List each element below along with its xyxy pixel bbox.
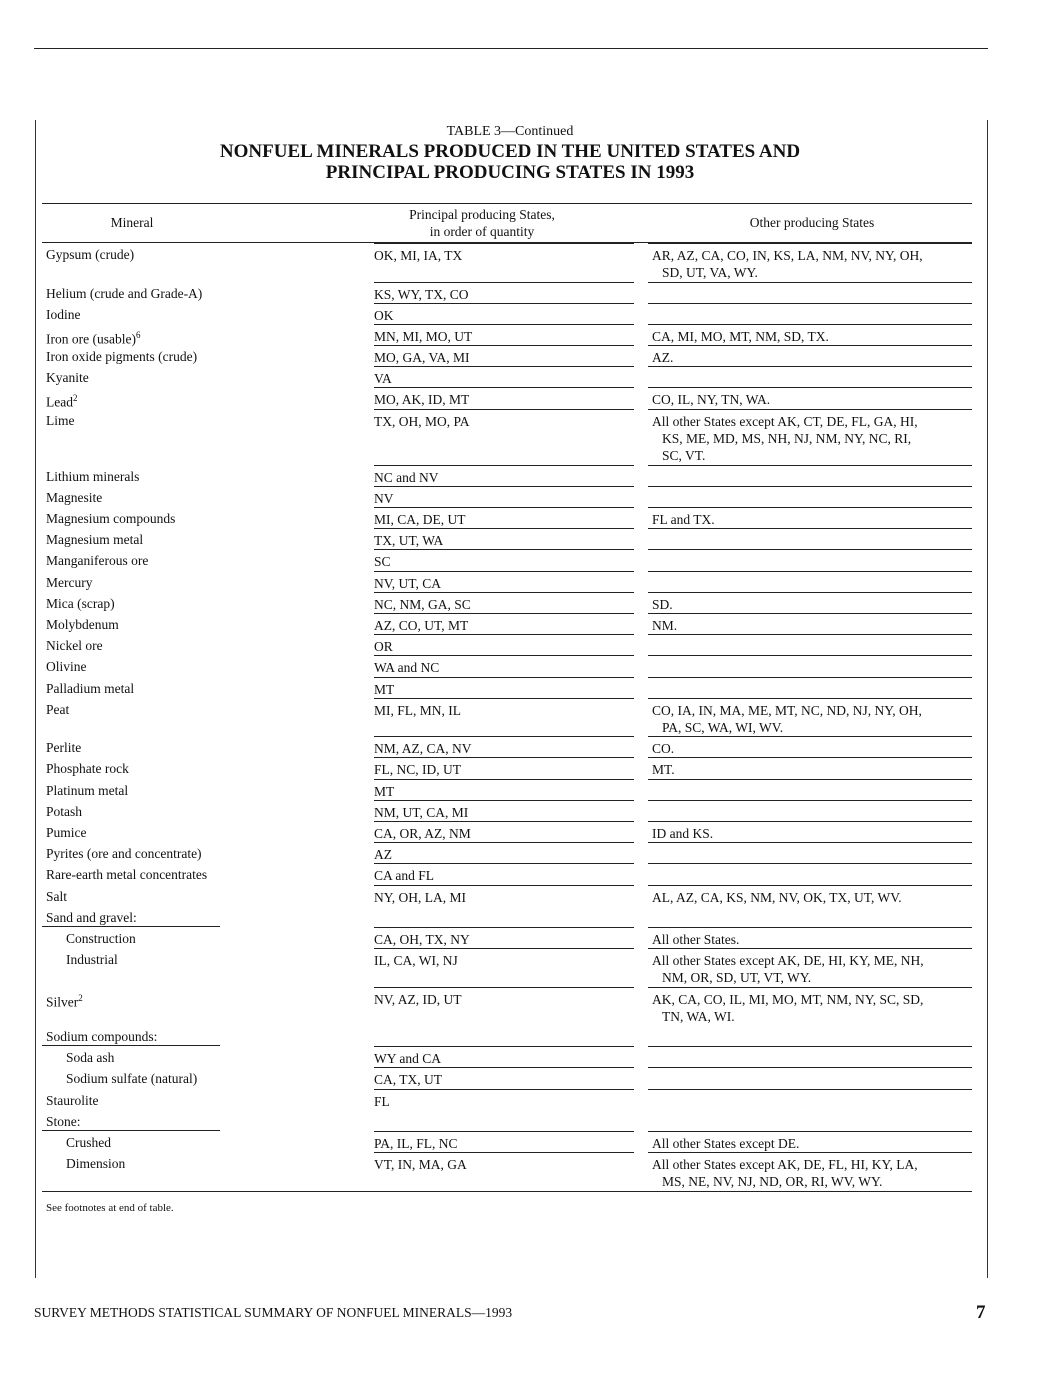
other-states-cell <box>648 736 972 757</box>
principal-states: MT <box>374 783 395 799</box>
table-row <box>42 465 972 486</box>
right-margin-line <box>987 120 988 1278</box>
page-footer: SURVEY METHODS STATISTICAL SUMMARY OF NONFUEL MINERALS—1993 <box>34 1305 513 1320</box>
principal-states: OR <box>374 639 393 655</box>
mineral-name: Potash <box>46 803 83 819</box>
principal-states-cell <box>374 345 634 366</box>
table-row <box>42 800 972 821</box>
mineral-cell <box>66 1070 366 1087</box>
principal-states-cell <box>374 592 634 613</box>
table-row <box>42 571 972 592</box>
table-row <box>42 677 972 698</box>
principal-states: NY, OH, LA, MI <box>374 889 467 905</box>
mineral-name: Lead <box>46 394 73 410</box>
other-states-line: PA, SC, WA, WI, WV. <box>662 719 784 735</box>
table-row <box>42 885 972 906</box>
mineral-name: Lime <box>46 412 75 428</box>
table-row <box>42 757 972 778</box>
mineral-name: Magnesium compounds <box>46 511 176 526</box>
table-title-line1: NONFUEL MINERALS PRODUCED IN THE UNITED STATES AND <box>219 141 801 162</box>
mineral-cell <box>46 1092 346 1109</box>
principal-states: MN, MI, MO, UT <box>374 328 473 344</box>
other-states-line: All other States except AK, DE, FL, HI, KY, LA, <box>652 1157 918 1173</box>
principal-states: OK, MI, IA, TX <box>374 248 463 263</box>
table-row <box>42 549 972 570</box>
table-row <box>42 655 972 676</box>
principal-states-cell <box>374 1089 634 1110</box>
principal-states-cell <box>374 655 634 676</box>
mineral-name: Gypsum (crude) <box>46 247 135 262</box>
principal-states-cell <box>374 1067 634 1088</box>
mineral-cell <box>46 701 346 718</box>
principal-states-cell <box>374 779 634 800</box>
mineral-name: Phosphate rock <box>46 761 129 777</box>
other-states-cell <box>648 757 972 778</box>
other-states-cell <box>648 821 972 842</box>
other-states-cell <box>648 324 972 345</box>
mineral-cell <box>46 824 346 841</box>
other-states-cell <box>648 863 972 884</box>
other-states-line: AR, AZ, CA, CO, IN, KS, LA, NM, NV, NY, OH, <box>652 248 923 263</box>
mineral-cell <box>66 951 366 968</box>
mineral-cell <box>46 468 346 485</box>
mineral-cell <box>46 658 346 675</box>
principal-states-cell <box>374 387 634 408</box>
table-row <box>42 1110 972 1131</box>
other-states-line: NM. <box>652 617 678 633</box>
table-body <box>42 243 972 1192</box>
principal-states-cell <box>374 757 634 778</box>
mineral-name: Silver <box>46 994 79 1010</box>
mineral-name: Helium (crude and Grade-A) <box>46 285 203 301</box>
table-row <box>42 282 972 303</box>
footnote-marker: 2 <box>78 992 83 1003</box>
other-states-cell <box>648 592 972 613</box>
other-states-cell <box>648 465 972 486</box>
table-row <box>42 303 972 324</box>
mineral-cell <box>66 930 366 947</box>
table-row <box>42 842 972 863</box>
mineral-name: Platinum metal <box>46 782 129 798</box>
mineral-cell <box>66 1049 366 1066</box>
mineral-cell <box>46 680 346 697</box>
principal-states: VA <box>374 371 392 387</box>
other-states-cell <box>648 387 972 408</box>
principal-states: CA, OH, TX, NY <box>374 931 470 947</box>
table-row <box>42 736 972 757</box>
principal-states: WA and NC <box>374 660 440 676</box>
table-row <box>42 486 972 507</box>
mineral-name: Rare-earth metal concentrates <box>46 867 208 883</box>
principal-states-cell <box>374 282 634 303</box>
principal-states: NC and NV <box>374 469 439 485</box>
mineral-cell <box>46 246 346 263</box>
other-states-cell <box>648 1067 972 1088</box>
table-row <box>42 1046 972 1067</box>
principal-states-cell <box>374 634 634 655</box>
other-states-cell <box>648 1089 972 1110</box>
table-row <box>42 698 972 737</box>
mineral-name: Mercury <box>46 574 93 590</box>
table-row <box>42 243 972 282</box>
mineral-cell <box>46 510 346 527</box>
mineral-cell <box>66 1134 366 1151</box>
mineral-cell <box>46 595 346 612</box>
principal-states: NV, UT, CA <box>374 575 442 591</box>
principal-states: NM, UT, CA, MI <box>374 804 469 820</box>
principal-states-cell <box>374 571 634 592</box>
other-states-line: CO, IL, NY, TN, WA. <box>652 392 771 408</box>
mineral-name: Molybdenum <box>46 616 119 632</box>
mineral-cell <box>46 845 346 862</box>
mineral-name: Dimension <box>66 1156 126 1172</box>
mineral-cell <box>46 552 346 569</box>
other-states-cell <box>648 634 972 655</box>
mineral-cell <box>46 866 346 883</box>
other-states-cell <box>648 698 972 737</box>
table-row <box>42 821 972 842</box>
principal-states: TX, OH, MO, PA <box>374 413 470 429</box>
other-states-line: CO, IA, IN, MA, ME, MT, NC, ND, NJ, NY, OH, <box>652 702 922 718</box>
principal-states-cell <box>374 863 634 884</box>
mineral-name: Perlite <box>46 740 82 756</box>
mineral-name: Pumice <box>46 824 87 840</box>
principal-states: FL, NC, ID, UT <box>374 762 461 778</box>
other-states-line: All other States except DE. <box>652 1136 800 1151</box>
principal-states: TX, UT, WA <box>374 533 444 549</box>
other-states-cell <box>648 507 972 528</box>
mineral-cell <box>46 637 346 654</box>
principal-states-cell <box>374 885 634 906</box>
mineral-name: Magnesite <box>46 489 103 505</box>
table-row <box>42 613 972 634</box>
other-states-line: SC, VT. <box>662 447 706 463</box>
principal-states-cell <box>374 1131 634 1152</box>
table-row <box>42 1067 972 1088</box>
mineral-cell <box>46 412 346 429</box>
principal-states-cell <box>374 800 634 821</box>
other-states-line: MS, NE, NV, NJ, ND, OR, RI, WV, WY. <box>662 1174 883 1190</box>
other-states-cell <box>648 655 972 676</box>
other-states-line: All other States except AK, DE, HI, KY, ME, NH, <box>652 953 924 969</box>
mineral-cell <box>46 990 346 1011</box>
table-row <box>42 409 972 465</box>
principal-states-cell <box>374 842 634 863</box>
other-states-cell <box>648 927 972 948</box>
principal-states: NV <box>374 490 394 506</box>
mineral-name: Crushed <box>66 1135 111 1150</box>
table-bottom-rule <box>42 1191 972 1192</box>
other-states-cell <box>648 677 972 698</box>
mineral-cell <box>46 369 346 386</box>
table-row <box>42 927 972 948</box>
mineral-name: Iron ore (usable) <box>46 331 136 347</box>
mineral-name: Nickel ore <box>46 638 103 654</box>
other-states-cell <box>648 613 972 634</box>
table-row <box>42 387 972 408</box>
table-row <box>42 1131 972 1152</box>
mineral-cell <box>46 888 346 905</box>
other-states-line: AZ. <box>652 350 674 366</box>
mineral-name: Soda ash <box>66 1050 115 1066</box>
other-states-line: FL and TX. <box>652 512 715 527</box>
other-states-line: SD, UT, VA, WY. <box>662 265 758 280</box>
other-states-line: KS, ME, MD, MS, NH, NJ, NM, NY, NC, RI, <box>662 430 912 446</box>
table-row <box>42 324 972 345</box>
principal-states: MO, GA, VA, MI <box>374 350 470 366</box>
table-header <box>42 203 972 243</box>
mineral-name: Olivine <box>46 659 87 675</box>
other-states-cell <box>648 409 972 465</box>
page-number: 7 <box>976 1302 986 1323</box>
principal-states-cell <box>374 366 634 387</box>
table-label: TABLE 3—Continued <box>446 124 574 139</box>
principal-states-cell <box>374 549 634 570</box>
other-states-cell <box>648 1131 972 1152</box>
mineral-name: Magnesium metal <box>46 532 144 548</box>
principal-states: PA, IL, FL, NC <box>374 1136 458 1151</box>
table-row <box>42 1152 972 1191</box>
table-title-line2: PRINCIPAL PRODUCING STATES IN 1993 <box>325 162 695 183</box>
mineral-name: Iron oxide pigments (crude) <box>46 349 198 365</box>
mineral-cell <box>46 1113 346 1130</box>
other-states-line: MT. <box>652 762 675 778</box>
other-states-line: AL, AZ, CA, KS, NM, NV, OK, TX, UT, WV. <box>652 889 902 905</box>
principal-states: MI, CA, DE, UT <box>374 512 466 527</box>
principal-states: CA and FL <box>374 868 435 884</box>
principal-states: OK <box>374 307 394 323</box>
other-states-line: TN, WA, WI. <box>662 1008 735 1024</box>
principal-states: NC, NM, GA, SC <box>374 596 471 612</box>
principal-states: AZ <box>374 847 392 863</box>
mineral-name: Peat <box>46 701 70 717</box>
other-states-cell <box>648 885 972 906</box>
mineral-cell <box>46 531 346 548</box>
principal-states: CA, OR, AZ, NM <box>374 825 471 841</box>
principal-states-cell <box>374 243 634 282</box>
principal-states-cell <box>374 927 634 948</box>
header-principal-line2: in order of quantity <box>429 224 535 239</box>
principal-states: KS, WY, TX, CO <box>374 286 469 302</box>
table-row <box>42 528 972 549</box>
footnote-marker: 6 <box>135 329 141 340</box>
principal-states: MO, AK, ID, MT <box>374 392 470 408</box>
other-states-line: AK, CA, CO, IL, MI, MO, MT, NM, NY, SC, SD, <box>652 991 924 1007</box>
other-states-cell <box>648 282 972 303</box>
other-states-line: SD. <box>652 596 673 612</box>
table-row <box>42 592 972 613</box>
table-row <box>42 634 972 655</box>
other-states-cell <box>648 571 972 592</box>
other-states-cell <box>648 345 972 366</box>
mineral-name: Sand and gravel: <box>46 909 137 925</box>
other-states-line: All other States. <box>652 931 740 947</box>
mineral-name: Mica (scrap) <box>46 595 115 611</box>
mineral-name: Kyanite <box>46 370 89 386</box>
table-row <box>42 1089 972 1110</box>
mineral-cell <box>46 616 346 633</box>
mineral-cell <box>66 1155 366 1172</box>
table-row <box>42 779 972 800</box>
principal-states-cell <box>374 528 634 549</box>
table-row <box>42 987 972 1026</box>
principal-states: IL, CA, WI, NJ <box>374 953 458 969</box>
other-states-line: CO. <box>652 741 675 757</box>
table-row <box>42 948 972 987</box>
header-principal-line1: Principal producing States, <box>409 207 555 222</box>
table-row <box>42 863 972 884</box>
minerals-table <box>42 203 972 1192</box>
mineral-name: Iodine <box>46 306 81 322</box>
principal-states-cell <box>374 613 634 634</box>
principal-states-cell <box>374 736 634 757</box>
other-states-line: NM, OR, SD, UT, VT, WY. <box>662 970 812 986</box>
principal-states-cell <box>374 1152 634 1191</box>
mineral-cell <box>46 739 346 756</box>
table-row <box>42 906 972 927</box>
principal-states-cell <box>374 486 634 507</box>
mineral-name: Construction <box>66 930 136 946</box>
principal-states-cell <box>374 324 634 345</box>
mineral-cell <box>46 909 346 926</box>
mineral-name: Lithium minerals <box>46 468 140 484</box>
mineral-cell <box>46 782 346 799</box>
mineral-cell <box>46 803 346 820</box>
principal-states: SC <box>374 554 391 570</box>
table-row <box>42 1025 972 1046</box>
header-mineral: Mineral <box>110 215 154 230</box>
mineral-cell <box>46 306 346 323</box>
mineral-cell <box>46 760 346 777</box>
principal-states: WY and CA <box>374 1051 441 1067</box>
other-states-cell <box>648 486 972 507</box>
other-states-cell <box>648 303 972 324</box>
left-margin-line <box>35 120 36 1278</box>
principal-states-cell <box>374 507 634 528</box>
other-states-line: All other States except AK, CT, DE, FL, GA, HI, <box>652 413 918 429</box>
mineral-name: Salt <box>46 888 68 904</box>
footnote-marker: 2 <box>72 393 78 404</box>
principal-states-cell <box>374 677 634 698</box>
principal-states-cell <box>374 1046 634 1067</box>
other-states-cell <box>648 987 972 1026</box>
principal-states: AZ, CO, UT, MT <box>374 617 469 633</box>
mineral-name: Industrial <box>66 952 118 968</box>
principal-states-cell <box>374 948 634 987</box>
other-states-cell <box>648 800 972 821</box>
header-principal <box>332 206 632 240</box>
principal-states-cell <box>374 465 634 486</box>
mineral-name: Sodium sulfate (natural) <box>66 1071 198 1087</box>
mineral-cell <box>46 1028 346 1045</box>
principal-states: CA, TX, UT <box>374 1072 443 1088</box>
principal-states-cell <box>374 987 634 1026</box>
mineral-name: Staurolite <box>46 1092 99 1108</box>
principal-states: NV, AZ, ID, UT <box>374 991 462 1007</box>
table-row <box>42 366 972 387</box>
footnote-note: See footnotes at end of table. <box>46 1202 174 1214</box>
principal-states: MT <box>374 681 395 697</box>
mineral-name: Palladium metal <box>46 680 135 696</box>
other-states-cell <box>648 243 972 282</box>
mineral-cell <box>46 489 346 506</box>
principal-states-cell <box>374 409 634 465</box>
principal-states: FL <box>374 1093 390 1109</box>
mineral-name: Sodium compounds: <box>46 1029 158 1045</box>
mineral-name: Manganiferous ore <box>46 553 149 569</box>
other-states-cell <box>648 1046 972 1067</box>
other-states-line: CA, MI, MO, MT, NM, SD, TX. <box>652 328 829 344</box>
other-states-cell <box>648 549 972 570</box>
principal-states-cell <box>374 303 634 324</box>
mineral-cell <box>46 574 346 591</box>
table-row <box>42 507 972 528</box>
other-states-cell <box>648 779 972 800</box>
principal-states: MI, FL, MN, IL <box>374 702 461 718</box>
principal-states-cell <box>374 698 634 737</box>
mineral-cell <box>46 348 346 365</box>
other-states-cell <box>648 1152 972 1191</box>
header-other: Other producing States <box>749 215 875 230</box>
other-states-cell <box>648 842 972 863</box>
mineral-name: Pyrites (ore and concentrate) <box>46 846 202 862</box>
principal-states: VT, IN, MA, GA <box>374 1157 467 1173</box>
table-row <box>42 345 972 366</box>
top-rule <box>34 48 988 49</box>
table-title <box>0 141 1020 183</box>
other-states-cell <box>648 948 972 987</box>
mineral-name: Stone: <box>46 1113 81 1129</box>
other-states-cell <box>648 528 972 549</box>
other-states-cell <box>648 366 972 387</box>
other-states-line: ID and KS. <box>652 825 714 841</box>
principal-states-cell <box>374 821 634 842</box>
principal-states: NM, AZ, CA, NV <box>374 741 472 757</box>
mineral-cell <box>46 285 346 302</box>
